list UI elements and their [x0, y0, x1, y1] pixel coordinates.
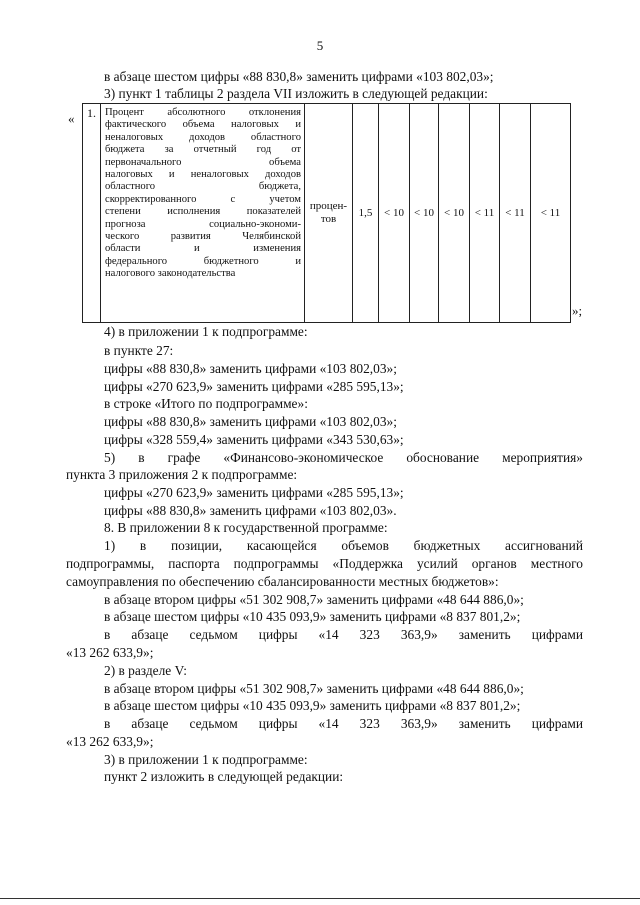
- description-line: налоговых и неналоговых доходов: [105, 169, 301, 181]
- unit-cell: [305, 104, 353, 323]
- text-line: 2) в разделе V:: [104, 663, 187, 678]
- text-line: в абзаце шестом цифры «10 435 093,9» заменить цифрами «8 837 801,2»;: [104, 609, 521, 624]
- text-line: цифры «88 830,8» заменить цифрами «103 802,03».: [104, 503, 397, 518]
- text-line: 3) пункт 1 таблицы 2 раздела VII изложить в следующей редакции:: [104, 86, 488, 101]
- text-line: в абзаце седьмом цифры «14 323 363,9» заменить цифрами: [104, 716, 583, 731]
- value-cell: < 11: [470, 104, 500, 323]
- text-line: самоуправления по обеспечению сбалансированности местных бюджетов»:: [66, 574, 499, 589]
- value-cell: < 11: [531, 104, 571, 323]
- text-line: в абзаце шестом цифры «88 830,8» заменить цифрами «103 802,03»;: [104, 69, 494, 84]
- text-line: в строке «Итого по подпрограмме»:: [104, 396, 308, 411]
- text-line: пункт 2 изложить в следующей редакции:: [104, 769, 344, 784]
- description-line: прогноза социально-экономи-: [105, 218, 301, 230]
- indicator-table: [82, 103, 571, 323]
- text-line: пункта 3 приложения 2 к подпрограмме:: [66, 467, 298, 482]
- text-line: 4) в приложении 1 к подпрограмме:: [104, 324, 308, 339]
- description-line: бюджета за отчетный год от: [105, 144, 301, 156]
- text-line: в абзаце шестом цифры «10 435 093,9» заменить цифрами «8 837 801,2»;: [104, 698, 521, 713]
- row-number-cell: 1.: [83, 104, 101, 323]
- text-line: 5) в графе «Финансово-экономическое обоснование мероприятия»: [104, 450, 583, 465]
- description-line: первоначального объема: [105, 156, 301, 168]
- text-line: в абзаце седьмом цифры «14 323 363,9» заменить цифрами: [104, 627, 583, 642]
- value-cell: < 10: [410, 104, 439, 323]
- text-line: в пункте 27:: [104, 343, 174, 358]
- description-line: ческого развития Челябинской: [105, 231, 301, 243]
- text-line: цифры «88 830,8» заменить цифрами «103 802,03»;: [104, 414, 397, 429]
- description-line: области и изменения: [105, 243, 301, 255]
- text-line: «13 262 633,9»;: [66, 645, 154, 660]
- text-line: в абзаце втором цифры «51 302 908,7» заменить цифрами «48 644 886,0»;: [104, 592, 524, 607]
- description-line: скорректированного с учетом: [105, 193, 301, 205]
- description-line: неналоговых доходов областного: [105, 131, 301, 143]
- text-line: цифры «328 559,4» заменить цифрами «343 530,63»;: [104, 432, 404, 447]
- description-line: Процент абсолютного отклонения: [105, 107, 301, 118]
- value-cell: 1,5: [353, 104, 379, 323]
- text-line: цифры «270 623,9» заменить цифрами «285 595,13»;: [104, 379, 404, 394]
- description-line: налогового законодательства: [105, 268, 236, 280]
- text-line: в абзаце втором цифры «51 302 908,7» заменить цифрами «48 644 886,0»;: [104, 681, 524, 696]
- text-line: «13 262 633,9»;: [66, 734, 154, 749]
- close-quote: »;: [572, 303, 583, 318]
- text-line: 1) в позиции, касающейся объемов бюджетных ассигнований: [104, 538, 583, 553]
- description-line: степени исполнения показателей: [105, 206, 301, 218]
- page-number: 5: [316, 38, 324, 53]
- open-quote: «: [68, 111, 75, 126]
- description-line: областного бюджета,: [105, 181, 301, 193]
- text-line: цифры «270 623,9» заменить цифрами «285 595,13»;: [104, 485, 404, 500]
- value-cell: < 11: [500, 104, 531, 323]
- value-cell: < 10: [379, 104, 410, 323]
- description-line: федерального бюджетного и: [105, 255, 301, 267]
- unit-line: процен-: [309, 200, 348, 212]
- page-bottom-rule: [0, 898, 640, 899]
- text-line: 8. В приложении 8 к государственной программе:: [104, 520, 388, 535]
- description-line: фактического объема налоговых и: [105, 119, 301, 131]
- table-row: [83, 104, 571, 323]
- unit-line: тов: [320, 213, 337, 225]
- value-cell: < 10: [439, 104, 470, 323]
- description-cell: [101, 104, 305, 323]
- text-line: 3) в приложении 1 к подпрограмме:: [104, 752, 308, 767]
- text-line: цифры «88 830,8» заменить цифрами «103 802,03»;: [104, 361, 397, 376]
- text-line: подпрограммы, паспорта подпрограммы «Поддержка усилий органов местного: [66, 556, 583, 571]
